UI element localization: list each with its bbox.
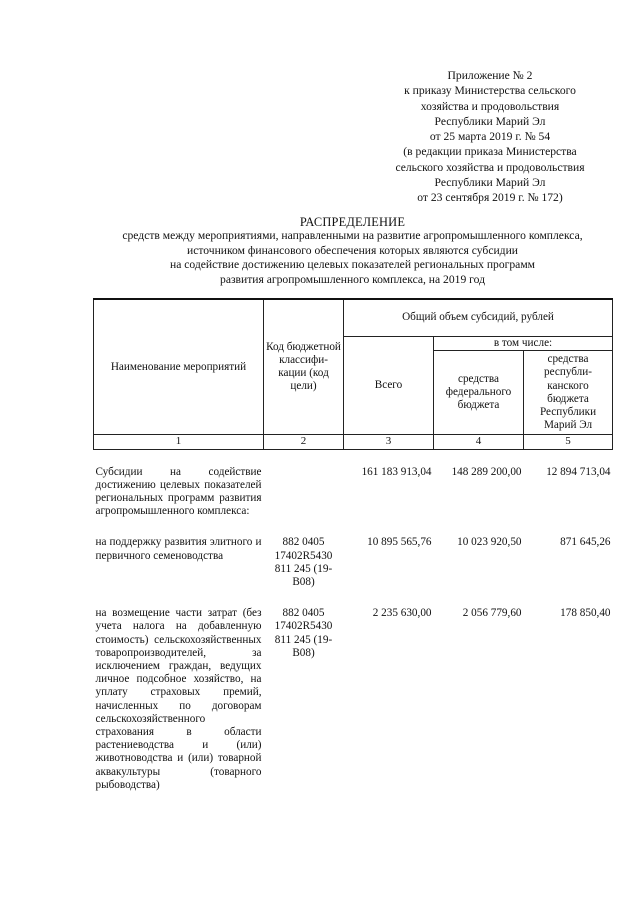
appendix-line: Республики Марий Эл: [434, 176, 546, 190]
title-line: на содействие достижению целевых показателей региональных программ: [169, 258, 536, 272]
appendix-line: Республики Марий Эл: [434, 114, 546, 128]
document-title: [60, 215, 640, 287]
header-name: Наименование мероприятий: [94, 299, 264, 435]
appendix-line: от 25 марта 2019 г. № 54: [429, 130, 551, 144]
header-total-group: Общий объем субсидий, рублей: [344, 299, 613, 337]
row-republic: 871 645,26: [560, 536, 611, 549]
header-total: Всего: [344, 337, 434, 435]
title-heading: РАСПРЕДЕЛЕНИЕ: [299, 215, 406, 229]
col-number: 1: [94, 435, 264, 449]
row-total: 10 895 565,76: [367, 536, 432, 549]
row-federal: 10 023 920,50: [457, 536, 522, 549]
row-total: 161 183 913,04: [361, 465, 432, 478]
title-line: источником финансового обеспечения которых являются субсидии: [187, 243, 518, 257]
header-republic: средства республи-канского бюджета Республики Марий Эл: [524, 351, 613, 435]
col-number: 4: [434, 435, 524, 449]
table-row: [94, 466, 613, 519]
appendix-line: хозяйства и продовольствия: [420, 99, 560, 113]
row-federal: 2 056 779,60: [462, 607, 522, 620]
row-name: на поддержку развития элитного и первичного семеноводства: [95, 536, 262, 562]
row-republic: 12 894 713,04: [546, 465, 611, 478]
row-code: 882 0405 17402R5430 811 245 (19-В08): [274, 607, 333, 659]
table-row: [94, 607, 613, 792]
appendix-line: Приложение № 2: [447, 69, 533, 82]
distribution-table: [93, 298, 613, 792]
table-row: [94, 536, 613, 589]
header-federal: средства федерального бюджета: [434, 351, 524, 435]
row-name: на возмещение части затрат (без учета налога на добавленную стоимость) сельскохозяйственных товаропроизводителей, за исключением граждан, ведущих личное подсобное хозяйство, на уплату страховых премий, начисленных по договорам сельскохозяйственного страхования в области растениеводства и (или) животноводства и (или) товарной аквакультуры (товарного рыбоводства): [95, 607, 262, 791]
row-code: [264, 466, 344, 519]
appendix-line: к приказу Министерства сельского: [404, 84, 576, 98]
appendix-block: [355, 68, 625, 206]
appendix-line: (в редакции приказа Министерства: [403, 145, 577, 159]
col-number: 5: [524, 435, 613, 449]
appendix-line: сельского хозяйства и продовольствия: [395, 160, 585, 174]
appendix-line: от 23 сентября 2019 г. № 172): [417, 191, 563, 205]
col-number: 3: [344, 435, 434, 449]
header-including: в том числе:: [434, 337, 613, 351]
row-republic: 178 850,40: [560, 607, 611, 620]
row-total: 2 235 630,00: [372, 607, 432, 620]
row-name: Субсидии на содействие достижению целевых показателей региональных программ развития агропромышленного комплекса:: [95, 465, 262, 518]
title-line: средств между мероприятиями, направленными на развитие агропромышленного комплекса,: [122, 229, 583, 243]
title-line: развития агропромышленного комплекса, на 2019 год: [220, 272, 485, 286]
col-number: 2: [264, 435, 344, 449]
header-code: Код бюджетной классифи-кации (код цели): [264, 299, 344, 435]
row-federal: 148 289 200,00: [451, 465, 522, 478]
row-code: 882 0405 17402R5430 811 245 (19-В08): [274, 536, 333, 589]
